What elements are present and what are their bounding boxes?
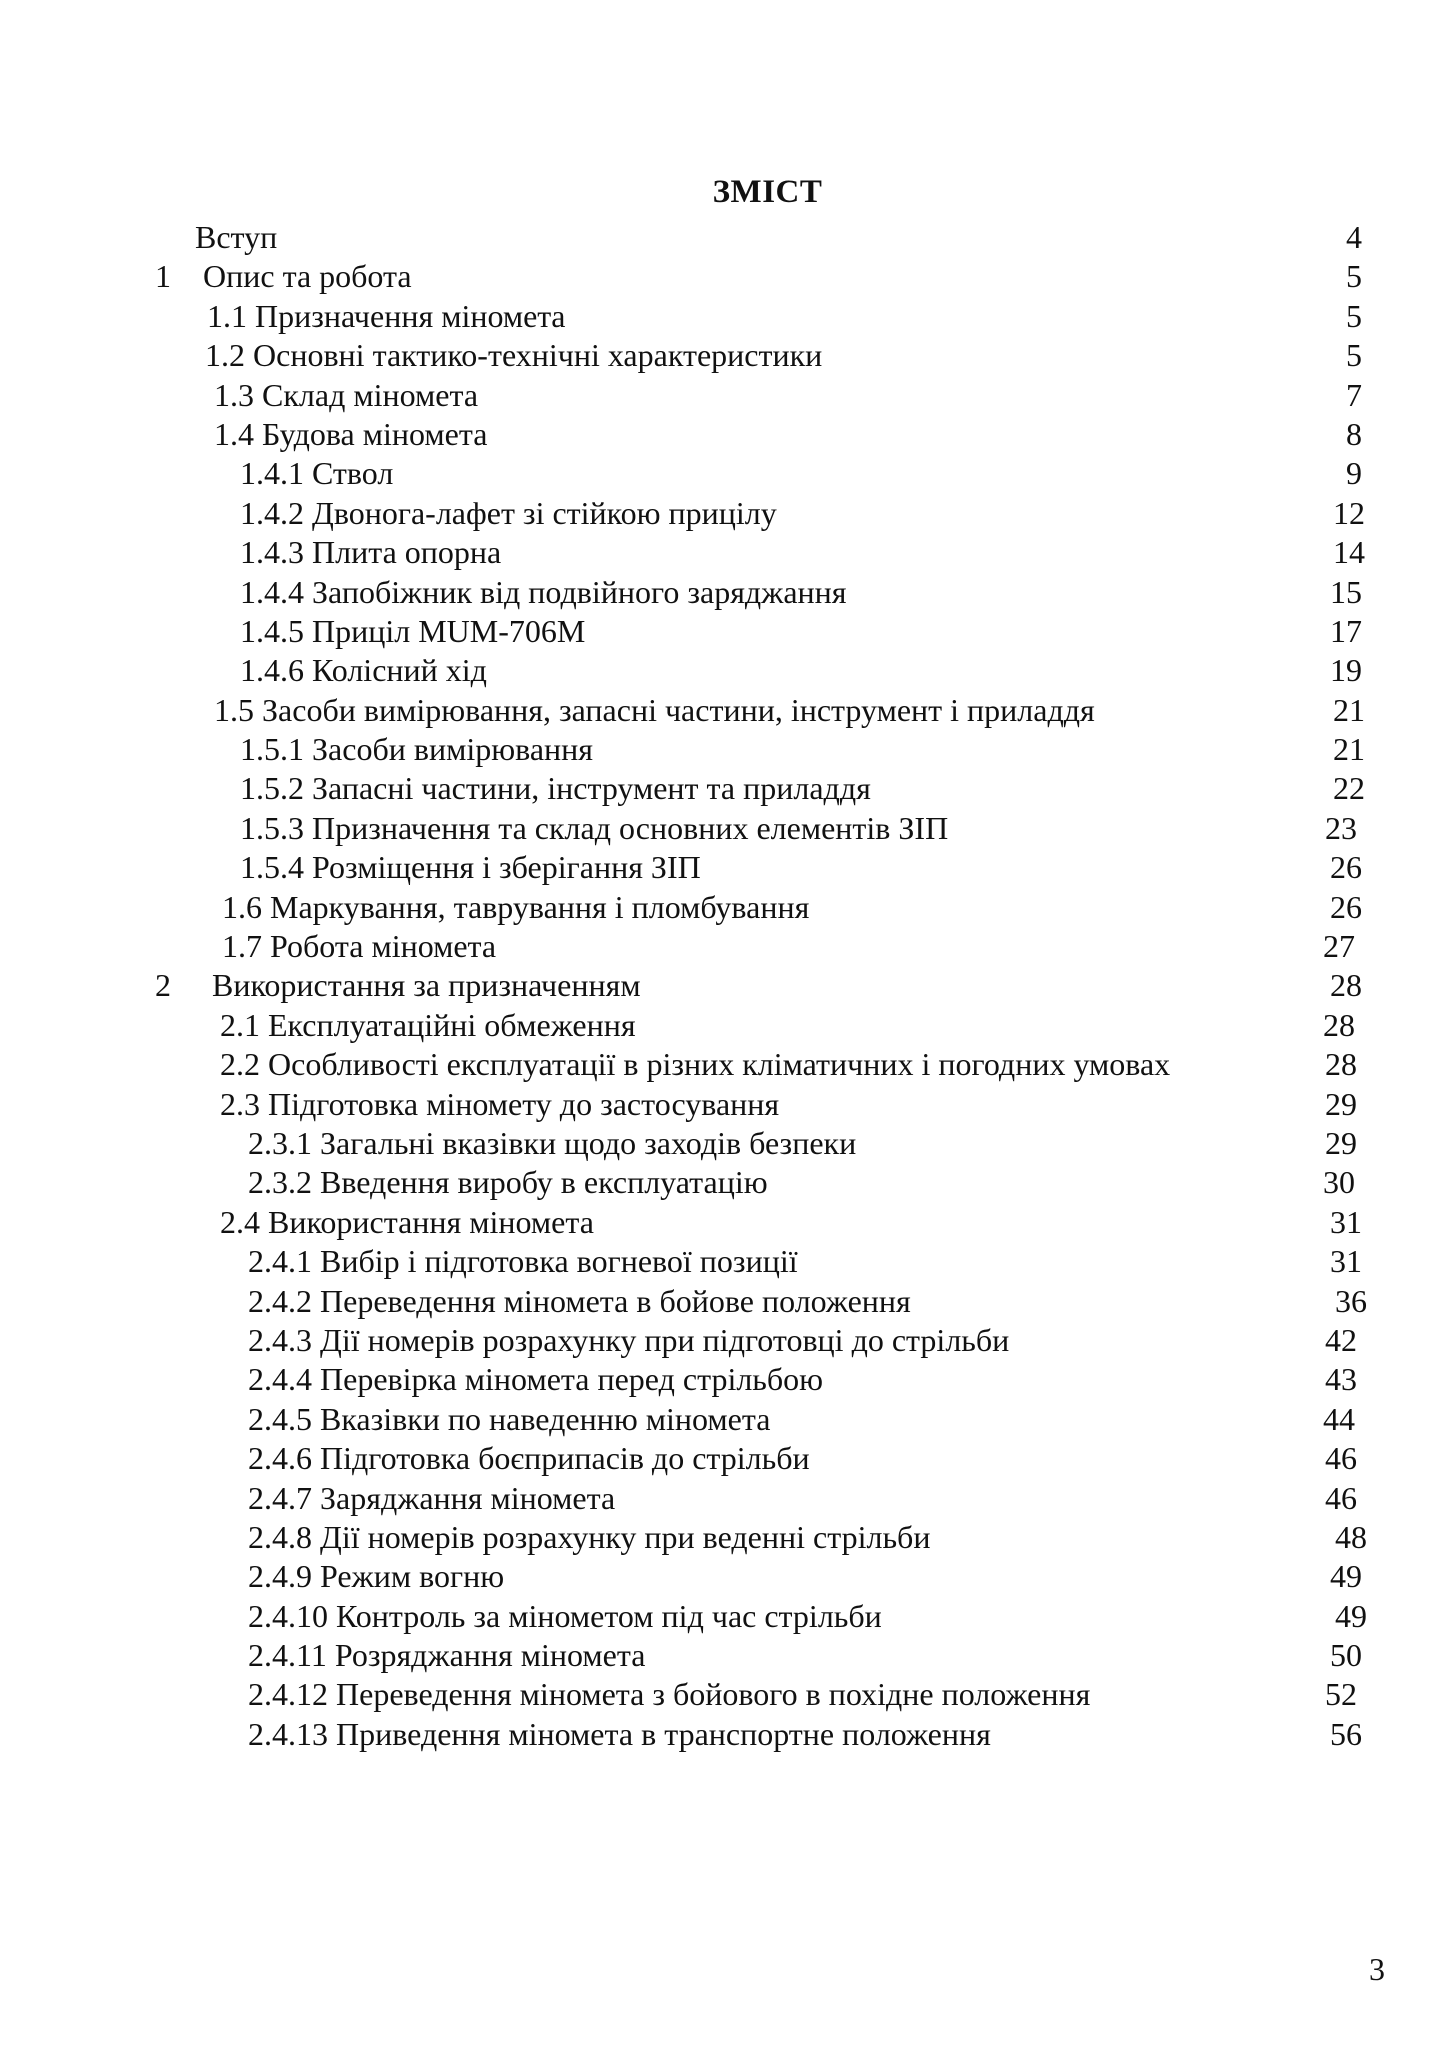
toc-entry	[0, 1400, 1448, 1439]
toc-entry-title: 1.5.3 Призначення та склад основних елементів ЗІП	[240, 809, 949, 846]
toc-entry-title: 2.4.12 Переведення міномета з бойового в похідне положення	[248, 1676, 1091, 1713]
page-number: 3	[1369, 1951, 1385, 1987]
toc-entry-page-number: 48	[1335, 1518, 1367, 1555]
toc-entry	[0, 1085, 1448, 1124]
toc-entry	[0, 1597, 1448, 1636]
toc-entry	[0, 1557, 1448, 1596]
toc-entry-page-number: 46	[1325, 1479, 1357, 1516]
toc-entry-title: 1.5.1 Засоби вимірювання	[240, 731, 593, 768]
toc-entry-title: 2.4.8 Дії номерів розрахунку при веденні стрільби	[248, 1518, 931, 1555]
toc-entry-title: 1.4 Будова міномета	[214, 415, 488, 452]
toc-entry-page-number: 56	[1330, 1715, 1362, 1752]
toc-entry-title: 2.4.9 Режим вогню	[248, 1558, 505, 1595]
toc-entry	[0, 966, 1448, 1005]
toc-entry	[0, 1006, 1448, 1045]
toc-entry-page-number: 43	[1325, 1361, 1357, 1398]
toc-entry	[0, 1479, 1448, 1518]
toc-entry-page-number: 5	[1346, 258, 1362, 295]
toc-entry-page-number: 21	[1333, 691, 1365, 728]
toc-entry-page-number: 30	[1323, 1164, 1355, 1201]
toc-entry-title: 2.4.1 Вибір і підготовка вогневої позиції	[248, 1243, 798, 1280]
toc-entry	[0, 888, 1448, 927]
toc-entry	[0, 1045, 1448, 1084]
toc-entry-page-number: 12	[1333, 494, 1365, 531]
toc-entry-title: Опис та робота	[203, 258, 412, 295]
toc-entry-title: 2.3.2 Введення виробу в експлуатацію	[248, 1164, 768, 1201]
toc-entry-title: 1.4.4 Запобіжник від подвійного заряджання	[240, 573, 847, 610]
toc-entry-title: 2.4.13 Приведення міномета в транспортне положення	[248, 1715, 991, 1752]
toc-entry	[0, 927, 1448, 966]
toc-entry	[0, 297, 1448, 336]
toc-entry	[0, 1282, 1448, 1321]
toc-entry	[0, 769, 1448, 808]
toc-entry-page-number: 5	[1346, 337, 1362, 374]
toc-entry-page-number: 14	[1333, 534, 1365, 571]
toc-entry-page-number: 46	[1325, 1440, 1357, 1477]
toc-entry-page-number: 28	[1325, 1046, 1357, 1083]
toc-entry-title: Використання за призначенням	[212, 967, 641, 1004]
toc-entry	[0, 1439, 1448, 1478]
toc-entry-page-number: 49	[1330, 1558, 1362, 1595]
toc-entry-title: 1.4.1 Ствол	[240, 455, 394, 492]
toc-entry-page-number: 28	[1323, 1006, 1355, 1043]
toc-entry-page-number: 36	[1335, 1282, 1367, 1319]
toc-entry-title: 2.4.2 Переведення міномета в бойове положення	[248, 1282, 911, 1319]
toc-entry-page-number: 19	[1330, 652, 1362, 689]
toc-entry	[0, 1163, 1448, 1202]
toc-entry-page-number: 29	[1325, 1085, 1357, 1122]
toc-entry-page-number: 26	[1330, 849, 1362, 886]
toc-entry-title: 1.3 Склад міномета	[214, 376, 479, 413]
toc-entry-page-number: 15	[1330, 573, 1362, 610]
toc-entry-title: 2.4.10 Контроль за мінометом під час стрільби	[248, 1597, 882, 1634]
toc-entry	[0, 257, 1448, 296]
toc-entry-title: 1.4.5 Приціл МUМ-706М	[240, 612, 586, 649]
toc-entry-page-number: 17	[1330, 612, 1362, 649]
toc-entry-page-number: 31	[1330, 1243, 1362, 1280]
toc-entry	[0, 1242, 1448, 1281]
toc-entry	[0, 218, 1448, 257]
toc-entry-page-number: 7	[1346, 376, 1362, 413]
toc-entry	[0, 848, 1448, 887]
toc-entry-title: 1.4.2 Двонога-лафет зі стійкою прицілу	[240, 494, 777, 531]
toc-entry-page-number: 26	[1330, 888, 1362, 925]
toc-entry-title: 2.4.11 Розряджання міномета	[248, 1637, 646, 1674]
toc-entry	[0, 651, 1448, 690]
toc-entry	[0, 1360, 1448, 1399]
toc-entry-section-number: 1	[155, 258, 171, 295]
toc-entry-title: 2.4 Використання міномета	[220, 1203, 594, 1240]
toc-entry	[0, 1675, 1448, 1714]
toc-entry	[0, 1124, 1448, 1163]
toc-entry-section-number: 2	[155, 967, 171, 1004]
toc-entry-page-number: 50	[1330, 1637, 1362, 1674]
toc-entry	[0, 730, 1448, 769]
toc-entry-title: 1.6 Маркування, таврування і пломбування	[222, 888, 810, 925]
toc-entry-title: 2.4.3 Дії номерів розрахунку при підготовці до стрільби	[248, 1321, 1010, 1358]
toc-entry-title: 2.3 Підготовка міномету до застосування	[220, 1085, 780, 1122]
toc-entry-title: 2.4.7 Заряджання міномета	[248, 1479, 616, 1516]
toc-entry-title: 1.1 Призначення мінометa	[207, 297, 566, 334]
toc-entry-page-number: 44	[1323, 1400, 1355, 1437]
toc-entry-title: 1.4.3 Плита опорна	[240, 534, 502, 571]
toc-entry	[0, 533, 1448, 572]
toc-entry	[0, 809, 1448, 848]
toc-entry	[0, 1518, 1448, 1557]
toc-entry-title: 1.5 Засоби вимірювання, запасні частини, інструмент і приладдя	[214, 691, 1095, 728]
toc-entry	[0, 454, 1448, 493]
toc-entry-title: 2.2 Особливості експлуатації в різних кліматичних і погодних умовах	[220, 1046, 1171, 1083]
toc-entry-title: 2.1 Експлуатаційні обмеження	[220, 1006, 636, 1043]
toc-entry	[0, 494, 1448, 533]
toc-entry-title: 1.5.4 Розміщення і зберігання ЗІП	[240, 849, 701, 886]
toc-entry-page-number: 42	[1325, 1321, 1357, 1358]
toc-entry-page-number: 5	[1346, 297, 1362, 334]
toc-entry-page-number: 52	[1325, 1676, 1357, 1713]
toc-entry-page-number: 31	[1330, 1203, 1362, 1240]
toc-entry-page-number: 9	[1346, 455, 1362, 492]
toc-entry-page-number: 22	[1333, 770, 1365, 807]
toc-entry	[0, 1636, 1448, 1675]
toc-entry-title: 1.2 Основні тактико-технічні характеристики	[205, 337, 823, 374]
table-of-contents	[0, 218, 1448, 1754]
toc-entry-title: 2.4.5 Вказівки по наведенню міномета	[248, 1400, 771, 1437]
toc-entry	[0, 573, 1448, 612]
toc-entry-page-number: 4	[1346, 219, 1362, 255]
toc-entry	[0, 415, 1448, 454]
toc-entry-title: 2.4.4 Перевірка міномета перед стрільбою	[248, 1361, 824, 1398]
toc-entry-title: 2.3.1 Загальні вказівки щодо заходів безпеки	[248, 1124, 857, 1161]
toc-entry-page-number: 27	[1323, 928, 1355, 965]
toc-entry-page-number: 29	[1325, 1124, 1357, 1161]
toc-entry-page-number: 8	[1346, 415, 1362, 452]
toc-entry-title: 1.4.6 Колісний хід	[240, 652, 487, 689]
toc-entry-page-number: 21	[1333, 731, 1365, 768]
toc-entry-page-number: 28	[1330, 967, 1362, 1004]
toc-entry	[0, 1203, 1448, 1242]
toc-entry-title: Вступ	[195, 219, 278, 255]
toc-title: ЗМІСТ	[712, 174, 823, 210]
toc-entry	[0, 1321, 1448, 1360]
toc-entry-title: 1.5.2 Запасні частини, інструмент та приладдя	[240, 770, 871, 807]
toc-entry-page-number: 23	[1325, 809, 1357, 846]
toc-entry	[0, 1715, 1448, 1754]
toc-entry-title: 1.7 Робота міномета	[222, 928, 497, 965]
toc-entry-page-number: 49	[1335, 1597, 1367, 1634]
toc-entry	[0, 376, 1448, 415]
toc-entry	[0, 612, 1448, 651]
toc-entry-title: 2.4.6 Підготовка боєприпасів до стрільби	[248, 1440, 810, 1477]
toc-entry	[0, 691, 1448, 730]
toc-entry	[0, 336, 1448, 375]
